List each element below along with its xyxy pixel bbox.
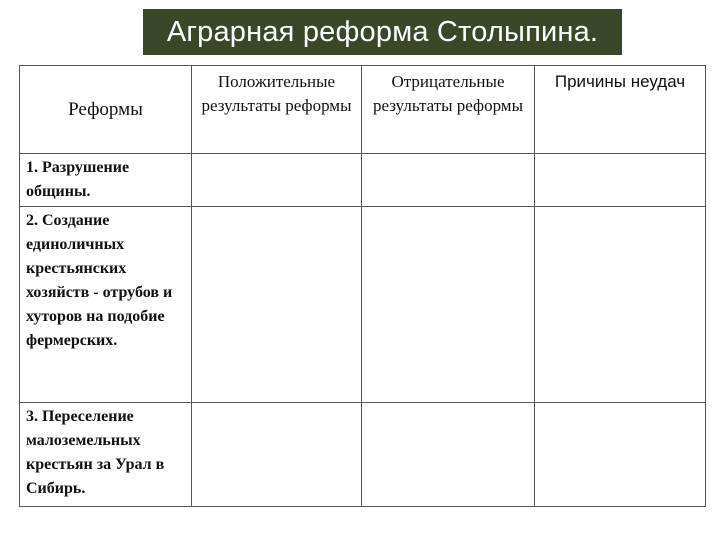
- reform-cell: 1. Разрушение общины.: [20, 154, 192, 207]
- header-positive-results: Положительные результаты реформы: [192, 66, 362, 154]
- reasons-cell[interactable]: [535, 403, 706, 507]
- negative-cell[interactable]: [362, 154, 535, 207]
- table-header-row: [20, 66, 706, 154]
- negative-cell[interactable]: [362, 403, 535, 507]
- table-row: [20, 403, 706, 507]
- reform-table: [19, 65, 706, 507]
- header-negative-results: Отрицательные результаты реформы: [362, 66, 535, 154]
- table-row: [20, 154, 706, 207]
- positive-cell[interactable]: [192, 154, 362, 207]
- negative-cell[interactable]: [362, 207, 535, 403]
- slide-title: Аграрная реформа Столыпина.: [166, 15, 599, 48]
- reform-cell: 3. Переселение малоземельных крестьян за Урал в Сибирь.: [20, 403, 192, 507]
- table-row: [20, 207, 706, 403]
- reasons-cell[interactable]: [535, 207, 706, 403]
- reasons-cell[interactable]: [535, 154, 706, 207]
- positive-cell[interactable]: [192, 403, 362, 507]
- header-reforms: Реформы: [20, 66, 192, 154]
- reform-cell: 2. Создание единоличных крестьянских хозяйств - отрубов и хуторов на подобие фермерских.: [20, 207, 192, 403]
- slide-title-bar: [143, 9, 622, 55]
- positive-cell[interactable]: [192, 207, 362, 403]
- header-failure-reasons: Причины неудач: [535, 66, 706, 154]
